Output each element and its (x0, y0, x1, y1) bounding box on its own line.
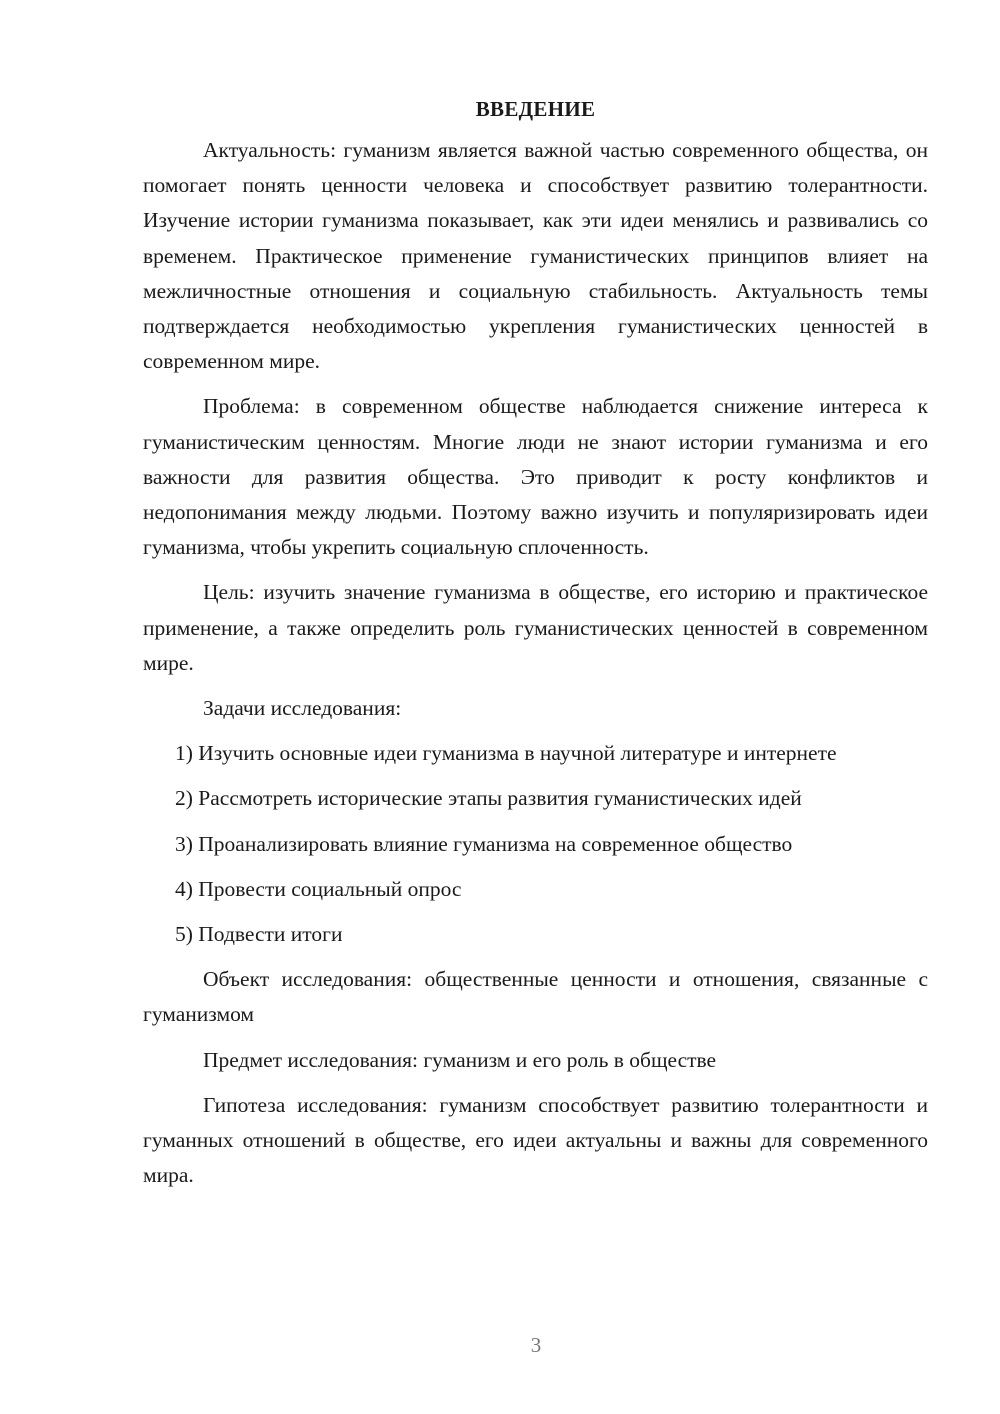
page-number: 3 (530, 1333, 542, 1357)
paragraph-relevance: Актуальность: гуманизм является важной частью современного общества, он помогает понять ценности человека и способствует развитию толерантности. Изучение истории гуманизма показывает, как эти идеи менялись и развивались со временем. Практическое применение гуманистических принципов влияет на межличностные отношения и социальную стабильность. Актуальность темы подтверждается необходимостью укрепления гуманистических ценностей в современном мире. (143, 138, 928, 374)
tasks-heading: Задачи исследования: (203, 696, 402, 721)
paragraph-goal: Цель: изучить значение гуманизма в обществе, его историю и практическое применение, а также определить роль гуманистических ценностей в современном мире. (143, 580, 928, 675)
document-page (143, 92, 928, 1203)
paragraph-hypothesis: Гипотеза исследования: гуманизм способствует развитию толерантности и гуманных отношений в обществе, его идеи актуальны и важны для современного мира. (143, 1092, 928, 1188)
task-item: 4) Провести социальный опрос (175, 876, 462, 901)
task-item: 5) Подвести итоги (175, 922, 343, 947)
paragraph-object: Объект исследования: общественные ценности и отношения, связанные с гуманизмом (143, 967, 928, 1027)
paragraph-problem: Проблема: в современном обществе наблюдается снижение интереса к гуманистическим ценностям. Многие люди не знают истории гуманизма и его важности для развития общества. Это приводит к росту конфликтов и недопонимания между людьми. Поэтому важно изучить и популяризировать идеи гуманизма, чтобы укрепить социальную сплоченность. (143, 394, 928, 560)
task-item: 1) Изучить основные идеи гуманизма в научной литературе и интернете (175, 741, 837, 766)
task-item: 3) Проанализировать влияние гуманизма на современное общество (175, 831, 793, 856)
paragraph-subject: Предмет исследования: гуманизм и его роль в обществе (203, 1047, 717, 1072)
task-item: 2) Рассмотреть исторические этапы развития гуманистических идей (175, 786, 802, 811)
section-heading: ВВЕДЕНИЕ (475, 97, 596, 121)
